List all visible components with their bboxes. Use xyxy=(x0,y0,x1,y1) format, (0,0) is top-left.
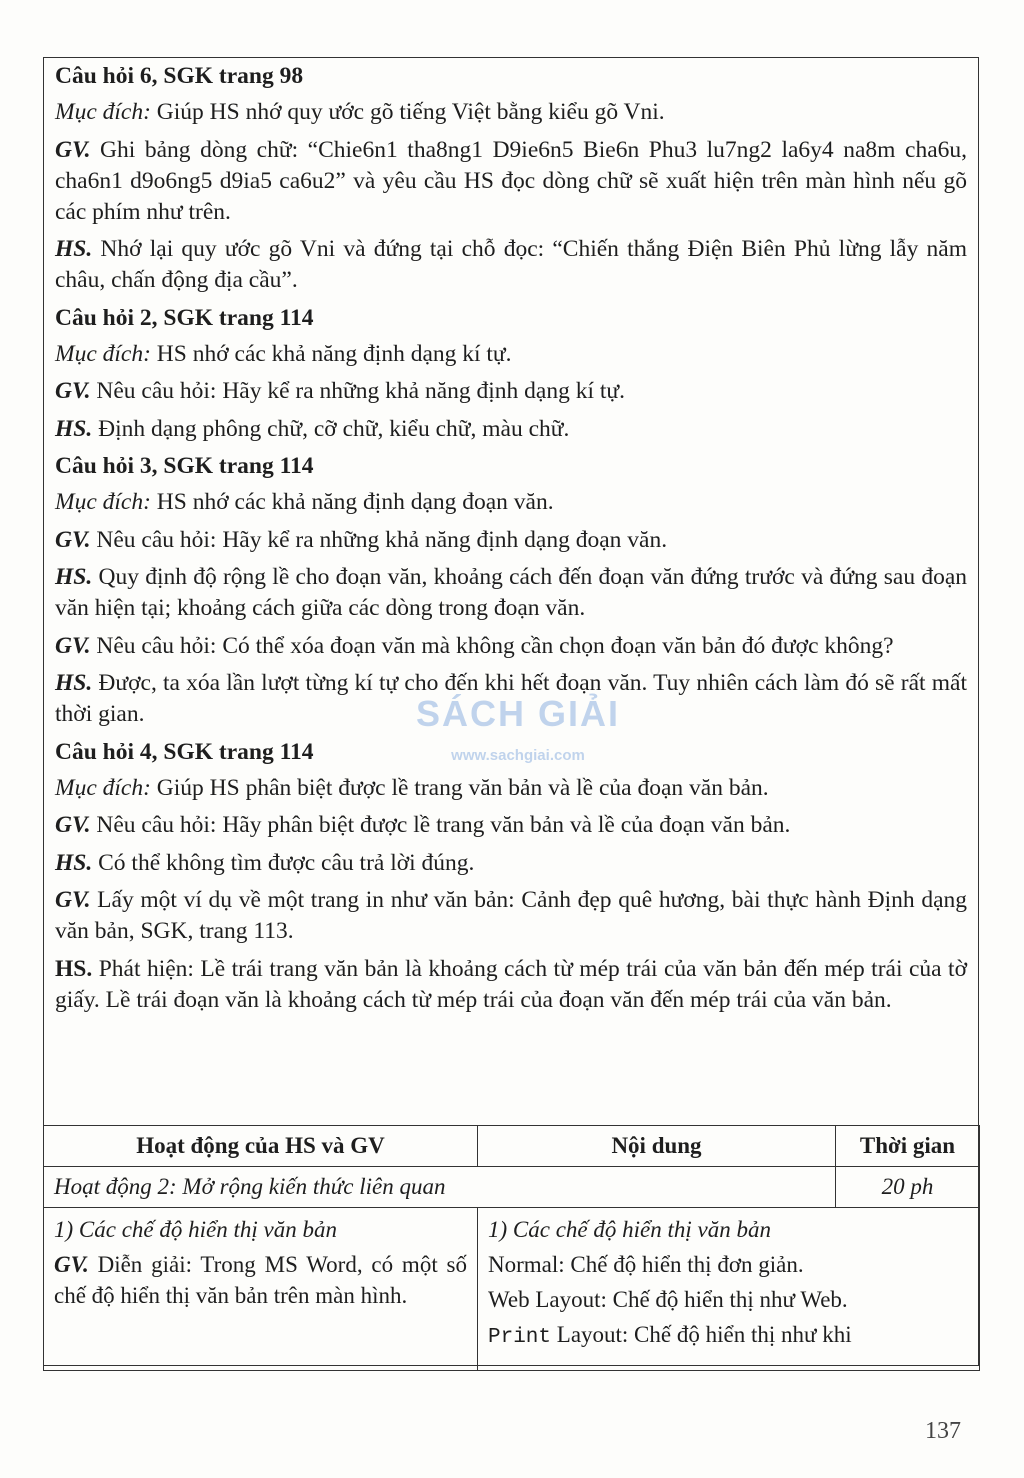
content-line xyxy=(488,1249,969,1280)
content-line-text: Web Layout: Chế độ hiển thị như Web. xyxy=(488,1287,848,1312)
qa-paragraph xyxy=(55,885,967,947)
content-line xyxy=(488,1319,969,1353)
page-number: 137 xyxy=(925,1418,961,1444)
qa-section xyxy=(43,57,979,1022)
table-header-time: Thời gian xyxy=(836,1126,980,1167)
qa-paragraph xyxy=(55,562,967,624)
qa-paragraph xyxy=(55,135,967,228)
role-label: HS. xyxy=(55,955,93,982)
paragraph-text: Định dạng phông chữ, cỡ chữ, kiểu chữ, màu chữ. xyxy=(92,415,570,442)
paragraph-text: Có thể không tìm được câu trả lời đúng. xyxy=(92,849,475,876)
activity-table xyxy=(43,1125,980,1371)
question-heading: Câu hỏi 4, SGK trang 114 xyxy=(55,738,314,765)
watermark-url: www.sachgiai.com xyxy=(451,747,585,764)
activity-cell xyxy=(44,1208,478,1371)
paragraph-text: HS nhớ các khả năng định dạng đoạn văn. xyxy=(150,489,554,515)
table-header-content: Nội dung xyxy=(478,1126,836,1167)
qa-paragraph xyxy=(55,954,967,1016)
paragraph-text: Được, ta xóa lần lượt từng kí tự cho đến khi hết đoạn văn. Tuy nhiên cách làm đó sẽ rất mất thời gian. xyxy=(55,670,967,727)
watermark-logo xyxy=(408,693,628,793)
role-label: GV. xyxy=(55,378,91,404)
paragraph-text: Nêu câu hỏi: Hãy kể ra những khả năng định dạng kí tự. xyxy=(90,378,626,404)
table-header-activities: Hoạt động của HS và GV xyxy=(44,1126,478,1167)
activity-duration: 20 ph xyxy=(836,1167,980,1208)
qa-paragraph xyxy=(55,376,967,407)
paragraph-text: Lấy một ví dụ về một trang in như văn bản: Cảnh đẹp quê hương, bài thực hành Định dạng văn bản, SGK, trang 113. xyxy=(55,887,967,944)
role-label: GV. xyxy=(55,526,91,553)
qa-paragraph xyxy=(55,234,967,296)
paragraph-text: Phát hiện: Lề trái trang văn bản là khoảng cách từ mép trái của văn bản đến mép trái của tờ giấy. Lề trái đoạn văn là khoảng cách từ mép trái của đoạn văn đến mép trái của văn bản. xyxy=(55,955,967,1013)
role-label: Mục đích: xyxy=(55,774,151,801)
left-title: 1) Các chế độ hiển thị văn bản xyxy=(54,1217,337,1242)
role-label: GV. xyxy=(55,812,91,838)
paragraph-text: Quy định độ rộng lề cho đoạn văn, khoảng cách đến đoạn văn đứng trước và đứng sau đoạn văn hiện tại; khoảng cách giữa các dòng trong đoạn văn. xyxy=(55,564,967,621)
qa-paragraph xyxy=(55,97,967,128)
role-label: GV. xyxy=(55,887,91,913)
left-text: Diễn giải: Trong MS Word, có một số chế độ hiển thị văn bản trên màn hình. xyxy=(54,1252,467,1308)
role-label: GV. xyxy=(54,1252,89,1277)
left-paragraph xyxy=(54,1249,467,1311)
qa-paragraph xyxy=(55,631,967,662)
paragraph-text: Giúp HS nhớ quy ước gõ tiếng Việt bằng kiểu gõ Vni. xyxy=(150,99,665,125)
paragraph-text: Ghi bảng dòng chữ: “Chie6n1 tha8ng1 D9ie6n5 Bie6n Phu3 lu7ng2 la6y4 na8m cha6u, cha6n1 d9o6ng5 d9ia5 ca6u2” và yêu cầu HS đọc dòng chữ sẽ xuất hiện trên màn hình nếu gõ các phím như trên. xyxy=(55,136,967,225)
role-label: Mục đích: xyxy=(55,340,151,367)
qa-paragraph xyxy=(55,810,967,841)
paragraph-text: Giúp HS phân biệt được lề trang văn bản và lề của đoạn văn bản. xyxy=(150,774,769,801)
question-heading: Câu hỏi 6, SGK trang 98 xyxy=(55,63,304,89)
table-row xyxy=(44,1208,980,1371)
role-label: HS. xyxy=(55,564,93,590)
paragraph-text: HS nhớ các khả năng định dạng kí tự. xyxy=(150,340,512,367)
question-heading: Câu hỏi 2, SGK trang 114 xyxy=(55,304,314,331)
role-label: HS. xyxy=(55,415,93,442)
content-line-text: Layout: Chế độ hiển thị như khi xyxy=(551,1322,852,1347)
qa-paragraph xyxy=(55,848,967,879)
role-label: Mục đích: xyxy=(55,489,151,515)
content-cell xyxy=(478,1208,980,1371)
role-label: GV. xyxy=(55,632,91,659)
mono-word: Print xyxy=(488,1326,552,1349)
qa-paragraph xyxy=(55,525,967,556)
paragraph-text: Nêu câu hỏi: Có thể xóa đoạn văn mà không cần chọn đoạn văn bản đó được không? xyxy=(90,632,894,659)
qa-paragraph xyxy=(55,414,967,445)
question-heading: Câu hỏi 3, SGK trang 114 xyxy=(55,453,314,479)
table-row xyxy=(44,1167,980,1208)
qa-paragraph xyxy=(55,339,967,370)
content-lines xyxy=(488,1249,969,1353)
activity-title: Hoạt động 2: Mở rộng kiến thức liên quan xyxy=(44,1167,836,1208)
role-label: HS. xyxy=(55,849,93,876)
right-title: 1) Các chế độ hiển thị văn bản xyxy=(488,1217,771,1242)
content-line-text: Normal: Chế độ hiển thị đơn giản. xyxy=(488,1252,804,1277)
paragraph-text: Nêu câu hỏi: Hãy kể ra những khả năng định dạng đoạn văn. xyxy=(90,526,668,553)
table-header-row xyxy=(44,1126,980,1167)
content-line xyxy=(488,1284,969,1315)
watermark-brand: SÁCH GIẢI xyxy=(415,693,620,734)
role-label: HS. xyxy=(55,670,93,696)
role-label: HS. xyxy=(55,236,93,262)
paragraph-text: Nhớ lại quy ước gõ Vni và đứng tại chỗ đọc: “Chiến thắng Điện Biên Phủ lừng lẫy năm châu, chấn động địa cầu”. xyxy=(55,236,967,293)
paragraph-text: Nêu câu hỏi: Hãy phân biệt được lề trang văn bản và lề của đoạn văn bản. xyxy=(90,812,791,838)
role-label: Mục đích: xyxy=(55,99,151,125)
qa-paragraph xyxy=(55,487,967,518)
role-label: GV. xyxy=(55,136,91,163)
